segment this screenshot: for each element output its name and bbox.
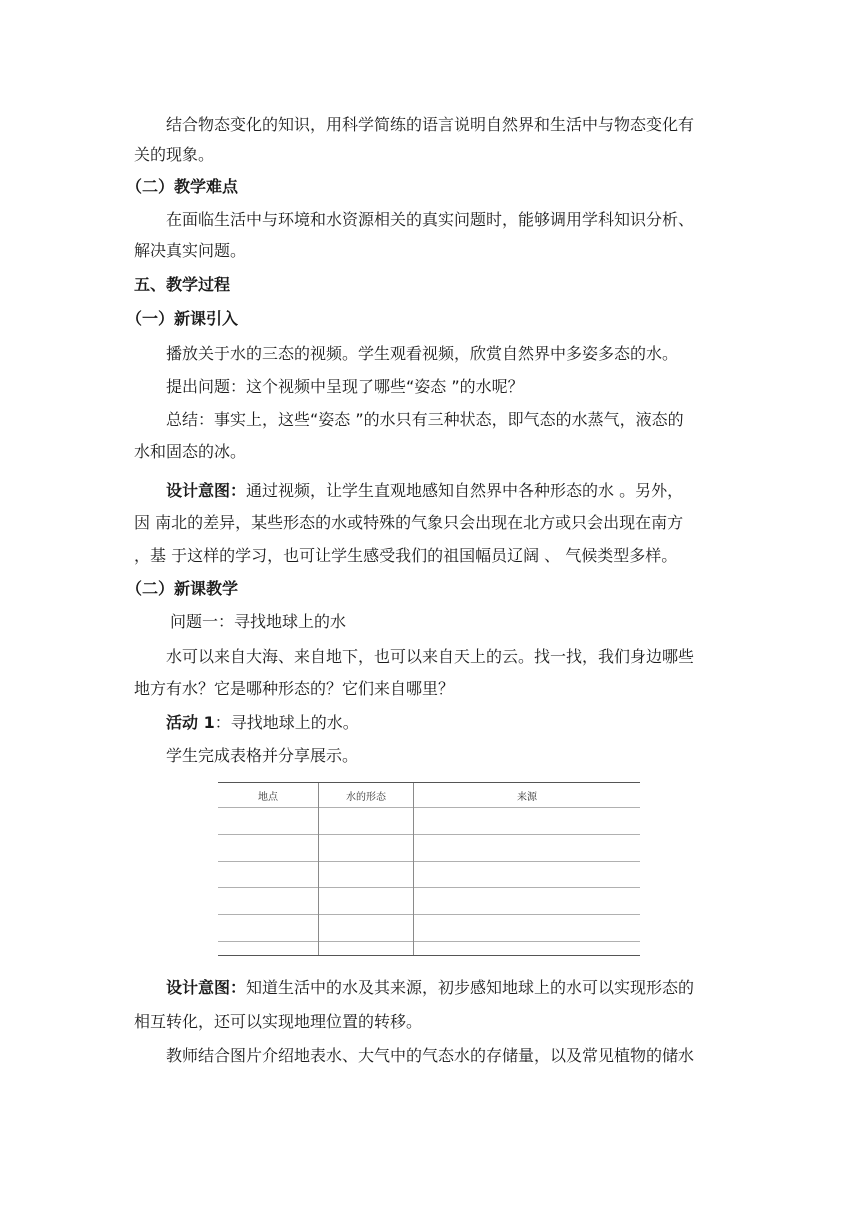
table-cell (319, 942, 414, 955)
paragraph-line: 播放关于水的三态的视频。学生观看视频，欣赏自然界中多姿多态的水。 (166, 344, 679, 363)
table-row (218, 915, 640, 942)
table-row (218, 888, 640, 915)
paragraph-line: 结合物态变化的知识，用科学简练的语言说明自然界和生活中与物态变化有 (166, 115, 695, 134)
paragraph-line: 提出问题：这个视频中呈现了哪些“姿态 ”的水呢？ (166, 377, 524, 396)
table-cell (218, 808, 319, 835)
table-row (218, 861, 640, 888)
section-heading-teach: （二）新课教学 (126, 579, 239, 598)
section-heading-intro: （一）新课引入 (126, 309, 239, 328)
paragraph-line: 教师结合图片介绍地表水、大气中的气态水的存储量，以及常见植物的储水 (166, 1046, 695, 1065)
section-heading-process: 五、教学过程 (134, 275, 231, 294)
table-cell (414, 888, 641, 915)
activity-1 (166, 712, 359, 734)
table-cell (414, 915, 641, 942)
table-row (218, 834, 640, 861)
table-cell (218, 942, 319, 955)
table-header-row (218, 783, 640, 808)
paragraph-line: ，基 于这样的学习，也可让学生感受我们的祖国幅员辽阔 、 气候类型多样。 (134, 546, 678, 565)
table-cell (414, 942, 641, 955)
table-cell (218, 861, 319, 888)
table-cell (414, 808, 641, 835)
activity-label: 活动 1 (166, 713, 215, 732)
design-intent-label: 设计意图： (166, 978, 247, 997)
table-cell (218, 834, 319, 861)
design-intent-text: 通过视频，让学生直观地感知自然界中各种形态的水 。另外， (246, 481, 684, 500)
paragraph-line: 地方有水？它是哪种形态的？它们来自哪里？ (134, 679, 455, 698)
paragraph-line: 水可以来自大海、来自地下，也可以来自天上的云。找一找，我们身边哪些 (166, 647, 695, 666)
question-one: 问题一：寻找地球上的水 (170, 612, 347, 631)
table-cell (414, 834, 641, 861)
water-source-table (218, 782, 640, 956)
table-cell (319, 915, 414, 942)
paragraph-line: 关的现象。 (134, 145, 215, 164)
design-intent-text: 知道生活中的水及其来源，初步感知地球上的水可以实现形态的 (246, 978, 695, 997)
paragraph-line: 水和固态的冰。 (134, 442, 247, 461)
paragraph-line: 解决真实问题。 (134, 241, 247, 260)
table-row (218, 942, 640, 955)
paragraph-line: 学生完成表格并分享展示。 (166, 746, 359, 765)
design-intent-2 (166, 977, 694, 999)
table-cell (414, 861, 641, 888)
table-header: 地点 (258, 791, 278, 803)
paragraph-line: 因 南北的差异，某些形态的水或特殊的气象只会出现在北方或只会出现在南方 (134, 513, 684, 532)
table-cell (218, 888, 319, 915)
paragraph-line: 总结：事实上，这些“姿态 ”的水只有三种状态，即气态的水蒸气，液态的 (166, 410, 684, 429)
table-cell (319, 861, 414, 888)
paragraph-line: 相互转化，还可以实现地理位置的转移。 (134, 1012, 423, 1031)
paragraph-line: 在面临生活中与环境和水资源相关的真实问题时，能够调用学科知识分析、 (166, 210, 695, 229)
table-cell (319, 834, 414, 861)
table-cell (218, 915, 319, 942)
table-header: 水的形态 (319, 783, 414, 808)
table-cell (319, 808, 414, 835)
section-heading-difficulty: （二）教学难点 (126, 177, 239, 196)
table-header: 来源 (414, 783, 641, 808)
table-row (218, 808, 640, 835)
design-intent-1 (166, 480, 683, 502)
table-cell (319, 888, 414, 915)
activity-text: ：寻找地球上的水。 (214, 713, 359, 732)
design-intent-label: 设计意图： (166, 481, 247, 500)
